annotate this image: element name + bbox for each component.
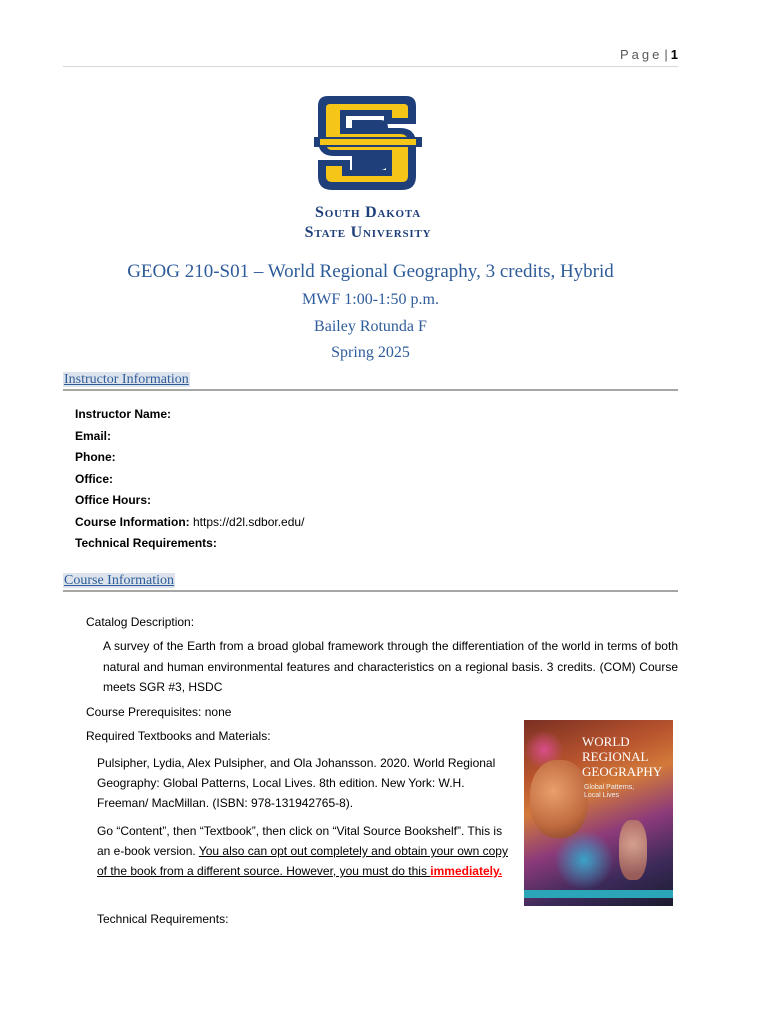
- instructor-section-heading: [63, 370, 678, 391]
- page-header: [63, 47, 678, 67]
- course-location: Bailey Rotunda F: [314, 318, 427, 335]
- tech-requirements-label: Technical Requirements:: [75, 536, 217, 550]
- sdsu-logo: [288, 90, 448, 242]
- page-label: Page: [620, 47, 663, 62]
- logo-line-2: State University: [304, 224, 432, 241]
- course-info-label: Course Information:: [75, 514, 190, 529]
- prerequisites: Course Prerequisites: none: [86, 705, 232, 719]
- course-heading-text: Course Information: [64, 573, 175, 588]
- course-info-link[interactable]: https://d2l.sdbor.edu/: [189, 514, 305, 529]
- cover-title-3: GEOGRAPHY: [582, 764, 663, 779]
- office-label: Office:: [75, 471, 114, 486]
- instructor-heading-text: Instructor Information: [64, 372, 189, 387]
- access-plain-text: Go “Content”, then “Textbook”, then click on “Vital Source Bookshelf”. This is an e-book version.: [97, 824, 503, 858]
- catalog-description-text: A survey of the Earth from a broad global framework through the differentiation of the world in terms of both natural and human environmental features and characteristics on a regional basis. 3 credits. (COM) Course meets SGR #3, HSDC: [103, 639, 678, 694]
- cover-bottom-band: [524, 890, 673, 898]
- course-schedule: MWF 1:00-1:50 p.m.: [302, 291, 439, 308]
- catalog-description-label: Catalog Description:: [86, 615, 195, 629]
- page-number-value: 1: [670, 47, 678, 62]
- cover-splash: [554, 830, 614, 890]
- access-underlined-text: You also can opt out completely and obtain your own copy of the book from a different source. However, you must do this: [97, 844, 508, 878]
- page-number: [620, 47, 678, 62]
- technical-requirements-label: Technical Requirements:: [97, 912, 229, 926]
- instructor-name-label: Instructor Name:: [75, 407, 172, 421]
- course-section-heading: [63, 571, 678, 592]
- book-citation: Pulsipher, Lydia, Alex Pulsipher, and Ola Johansson. 2020. World Regional Geography: Global Patterns, Local Lives. 8th edition. New York: W.H. Freeman/ MacMillan. (ISBN: 978-131942765-8).: [97, 756, 496, 810]
- office-hours-label: Office Hours:: [75, 493, 152, 507]
- textbook-cover-image: [524, 720, 673, 906]
- cover-subtitle-1: Global Patterns,: [584, 784, 635, 791]
- phone-label: Phone:: [75, 450, 116, 464]
- textbooks-label: Required Textbooks and Materials:: [86, 729, 271, 743]
- sdsu-monogram-icon: [288, 90, 448, 198]
- course-title: GEOG 210-S01 – World Regional Geography, 3 credits, Hybrid: [127, 261, 614, 282]
- email-label: Email:: [75, 428, 112, 443]
- cover-face: [530, 760, 588, 838]
- course-term: Spring 2025: [331, 344, 410, 361]
- cover-subtitle-2: Local Lives: [584, 792, 620, 799]
- logo-line-1: South Dakota: [315, 204, 421, 221]
- textbook-access-instructions: [97, 821, 512, 881]
- instructor-info: [75, 404, 304, 555]
- cover-title-2: REGIONAL: [582, 749, 649, 764]
- cover-title-1: WORLD: [582, 734, 630, 749]
- cover-hand: [619, 820, 647, 880]
- immediately-warning: immediately.: [430, 864, 503, 878]
- page-separator: |: [664, 47, 668, 62]
